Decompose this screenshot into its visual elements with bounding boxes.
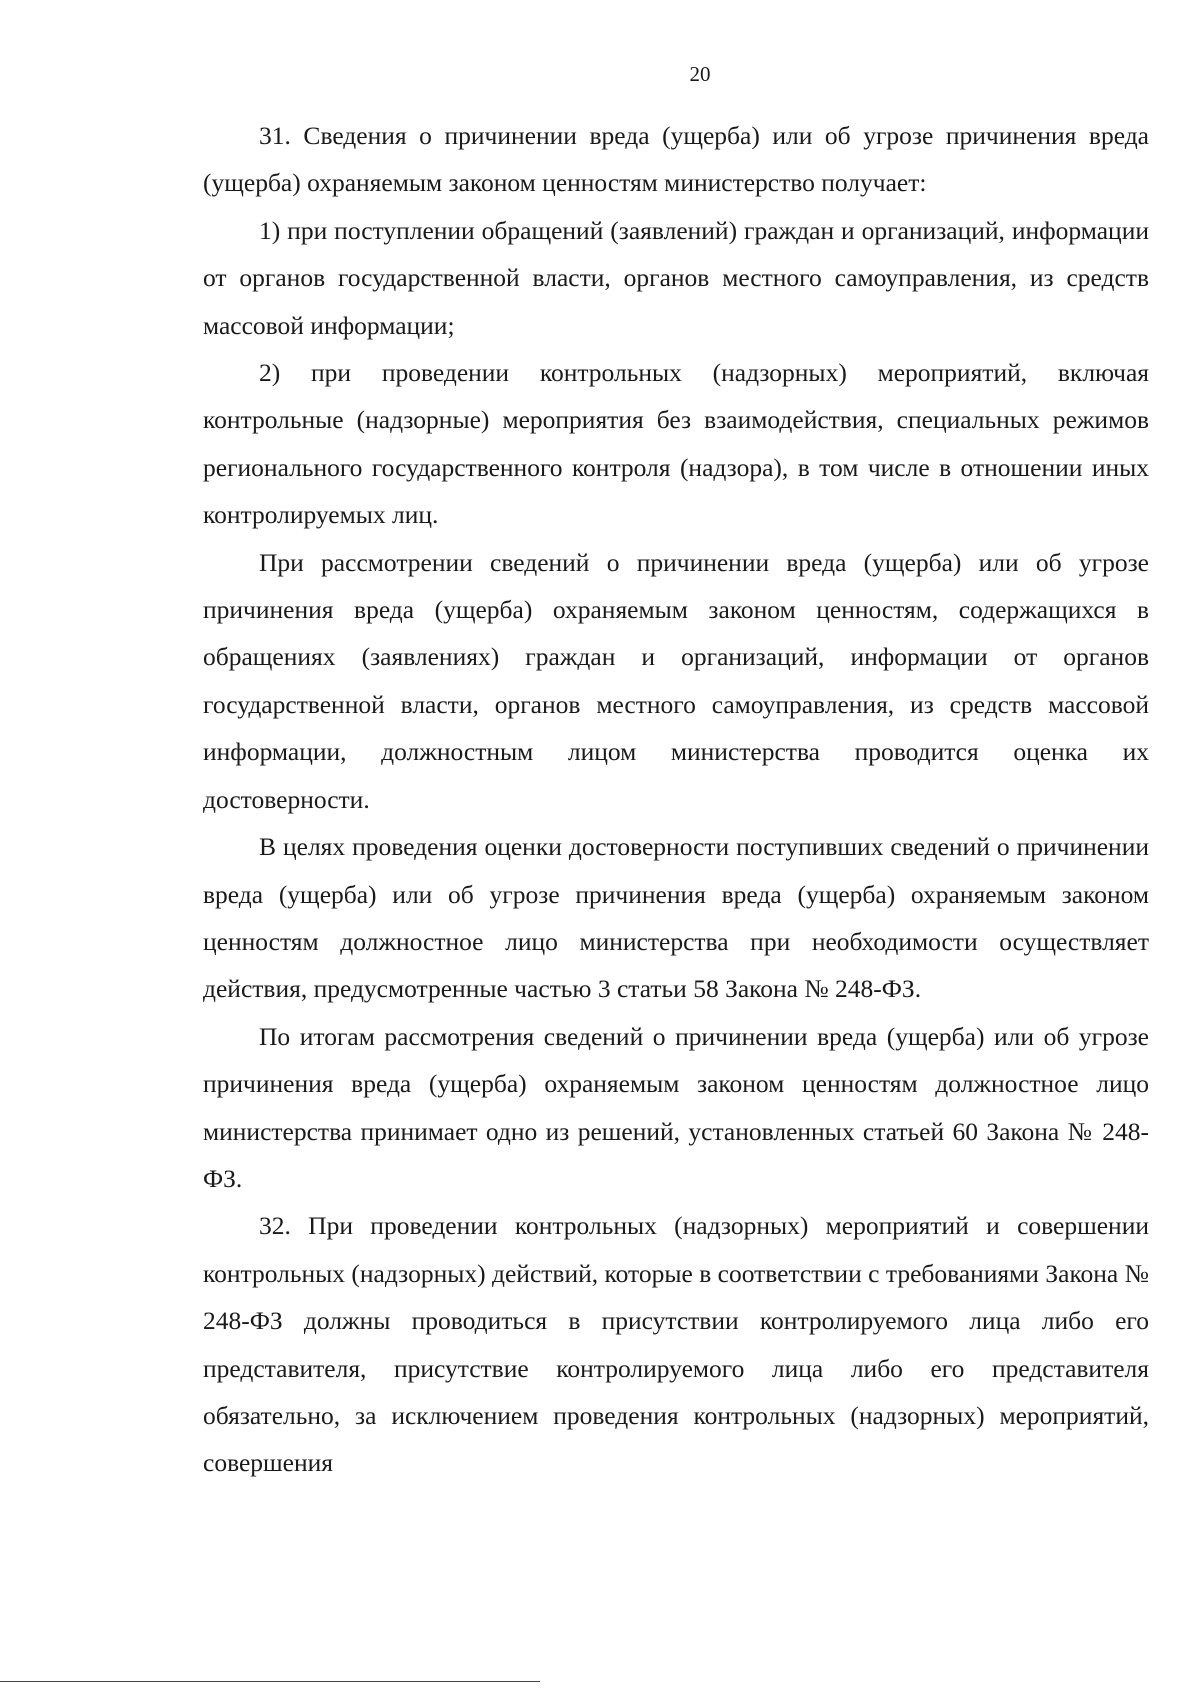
paragraph-verification: В целях проведения оценки достоверности поступивших сведений о причинении вреда (ущерба) или об угрозе причинения вреда (ущерба) охраняемым законом ценностям должностное лицо министерства при необходимости осуществляет действия, предусмотренные частью 3 статьи 58 Закона № 248-ФЗ. — [203, 832, 1149, 1004]
paragraph-31-item-2: 2) при проведении контрольных (надзорных) мероприятий, включая контрольные (надзорные) мероприятия без взаимодействия, специальных режимов регионального государственного контроля (надзора), в том числе в отношении иных контролируемых лиц. — [203, 358, 1149, 530]
paragraph-32: 32. При проведении контрольных (надзорных) мероприятий и совершении контрольных (надзорных) действий, которые в соответствии с требованиями Закона № 248-ФЗ должны проводиться в присутствии контролируемого лица либо его представителя, присутствие контролируемого лица либо его представителя обязательно, за исключением проведения контрольных (надзорных) мероприятий, совершения — [203, 1211, 1149, 1478]
bottom-edge-line — [0, 1681, 540, 1682]
paragraph-31-intro: 31. Сведения о причинении вреда (ущерба) или об угрозе причинения вреда (ущерба) охраняемым законом ценностям министерство получает: — [203, 121, 1149, 198]
paragraph-31-item-1: 1) при поступлении обращений (заявлений) граждан и организаций, информации от органов государственной власти, органов местного самоуправления, из средств массовой информации; — [203, 215, 1149, 340]
document-body — [203, 112, 1149, 1487]
page-number: 20 — [689, 62, 711, 86]
paragraph-decision: По итогам рассмотрения сведений о причинении вреда (ущерба) или об угрозе причинения вреда (ущерба) охраняемым законом ценностям должностное лицо министерства принимает одно из решений, установленных статьей 60 Закона № 248-ФЗ. — [203, 1021, 1149, 1193]
paragraph-assessment: При рассмотрении сведений о причинении вреда (ущерба) или об угрозе причинения вреда (ущерба) охраняемым законом ценностям, содержащихся в обращениях (заявлениях) граждан и организаций, информации от органов государственной власти, органов местного самоуправления, из средств массовой информации, должностным лицом министерства проводится оценка их достоверности. — [203, 547, 1149, 814]
